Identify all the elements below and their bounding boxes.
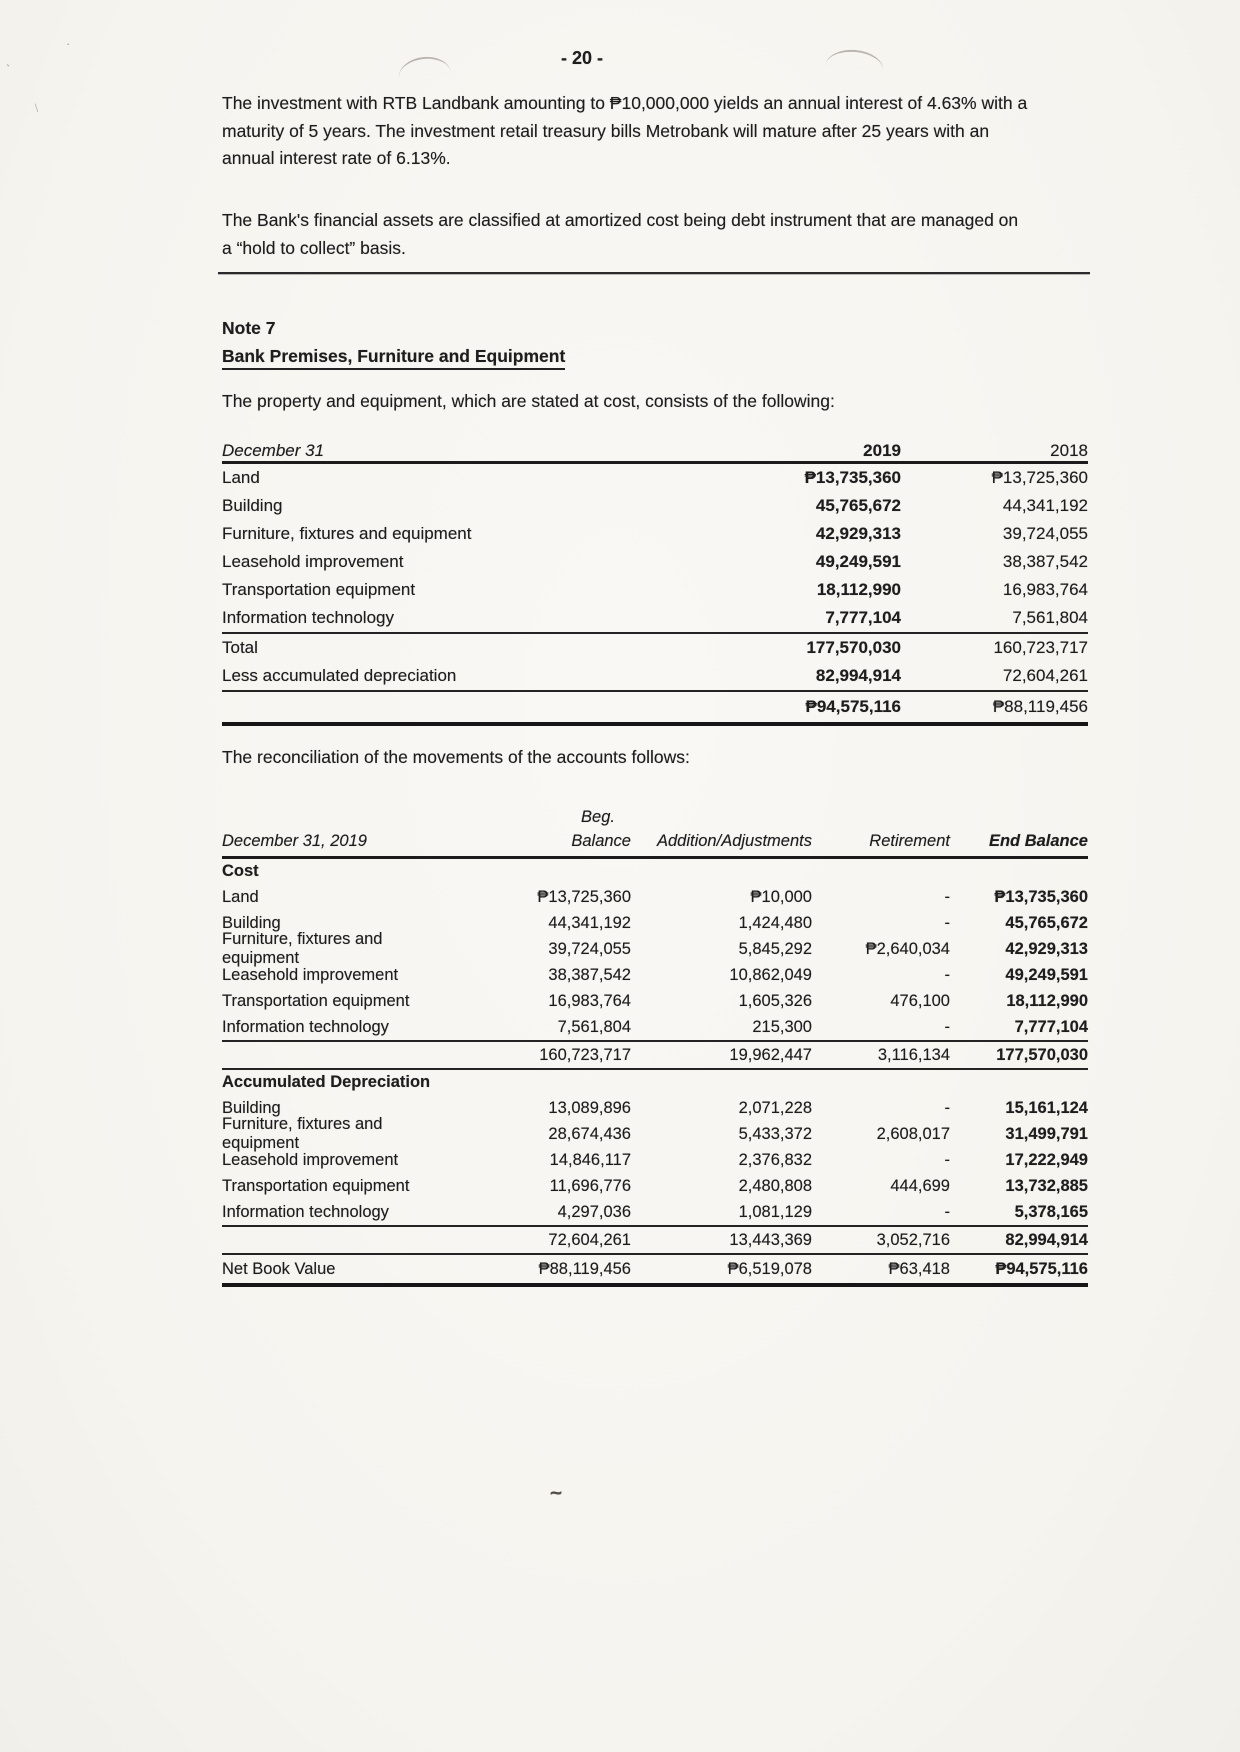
addition-value: 5,845,292 [738,939,812,958]
addition-value: 2,071,228 [738,1098,812,1117]
row-label: Information technology [222,1017,389,1036]
table-row [222,1147,1088,1173]
section-title-row [222,859,1088,884]
beg-value: ₱13,725,360 [537,887,631,906]
end-value: 18,112,990 [1006,991,1088,1010]
table-row [222,1115,1088,1152]
table-row [222,1199,1088,1225]
header-retirement [812,829,950,853]
row-label: Furniture, fixtures and equipment [222,930,383,967]
header-line: Balance [571,832,631,850]
retirement-value: - [944,965,950,984]
paragraph-line: The Bank's financial assets are classified at amortized cost being debt instrument that are managed on [222,210,1019,230]
table-row [222,1014,1088,1040]
addition-value: 13,443,369 [729,1230,812,1249]
value-2018: ₱88,119,456 [992,697,1088,716]
beg-value: ₱88,119,456 [538,1259,631,1278]
addition-value: 2,376,832 [738,1150,812,1169]
beg-value: 72,604,261 [548,1230,631,1249]
table-row [222,492,1088,520]
beg-value: 44,341,192 [548,913,631,932]
addition-value: ₱10,000 [750,887,812,906]
value-2018: 44,341,192 [1002,496,1088,515]
beg-value: 14,846,117 [549,1150,631,1169]
row-label: Net Book Value [222,1259,336,1278]
row-label: Land [222,468,260,487]
header-line: Beg. [581,808,615,826]
header-beginning-balance [464,805,631,853]
row-label: Building [222,496,283,515]
section-title-row [222,1070,1088,1095]
property-equipment-table [222,428,1088,726]
value-2019: 177,570,030 [806,638,901,657]
table-row [222,884,1088,910]
retirement-value: 2,608,017 [876,1124,950,1143]
addition-value: 5,433,372 [738,1124,812,1143]
paragraph-line: maturity of 5 years. The investment retail treasury bills Metrobank will mature after 25 years with an [222,120,990,141]
row-label: Total [222,638,258,657]
row-label: Land [222,887,259,906]
value-2019: ₱94,575,116 [805,697,901,716]
beg-value: 4,297,036 [557,1202,631,1221]
end-value: 13,732,885 [1005,1176,1088,1195]
table-row [222,604,1088,632]
paragraph-line: The property and equipment, which are stated at cost, consists of the following: [222,391,835,411]
table-row [222,1173,1088,1199]
header-additions [631,829,812,853]
scan-speck: · [66,36,71,51]
row-label: Transportation equipment [222,580,416,599]
value-2019: 7,777,104 [825,608,901,627]
addition-value: 19,962,447 [729,1045,812,1064]
retirement-value: 476,100 [890,991,950,1010]
header-label: December 31, 2019 [222,832,367,850]
note-number: Note 7 [222,318,276,338]
header-december-31-2019 [222,829,464,853]
beg-value: 13,089,896 [548,1098,631,1117]
addition-value: 1,424,480 [738,913,812,932]
value-2019: 49,249,591 [815,552,901,571]
header-line: Addition/Adjustments [656,832,812,850]
paragraph-line: a “hold to collect” basis. [222,237,406,258]
retirement-value: - [944,1150,950,1169]
header-2019: 2019 [863,441,901,460]
page-number: - 20 - [560,48,603,68]
row-label: Transportation equipment [222,1176,410,1195]
value-2018: 16,983,764 [1002,580,1088,599]
scan-squiggle-mark: ~ [549,1481,564,1506]
addition-value: 2,480,808 [738,1176,812,1195]
retirement-value: - [944,887,950,906]
end-value: 5,378,165 [1014,1202,1088,1221]
addition-value: ₱6,519,078 [727,1259,812,1278]
paragraph-line: The investment with RTB Landbank amounting to ₱10,000,000 yields an annual interest of 4.63% with a [222,93,1028,113]
addition-value: 10,862,049 [729,965,812,984]
row-label: Leasehold improvement [222,965,399,984]
end-value: 49,249,591 [1005,965,1088,984]
table-row [222,576,1088,604]
table-bottom-rule [222,722,1088,726]
table-row [222,962,1088,988]
paragraph-line: annual interest rate of 6.13%. [222,148,451,168]
row-label: Information technology [222,1202,389,1221]
end-value: 45,765,672 [1005,913,1088,932]
value-2018: 7,561,804 [1012,608,1088,627]
beg-value: 39,724,055 [548,939,631,958]
total-row [222,634,1088,662]
cost-table-lead [222,388,1054,416]
retirement-value: - [944,1202,950,1221]
row-label: Leasehold improvement [222,1150,399,1169]
header-2018: 2018 [1050,441,1088,460]
table-bottom-rule [222,1283,1088,1287]
value-2019: 82,994,914 [815,666,901,685]
header-line: End Balance [988,832,1088,850]
addition-value: 1,605,326 [738,991,812,1010]
row-label: Transportation equipment [222,991,410,1010]
header-line: Retirement [869,832,950,850]
cost-subtotal-row [222,1042,1088,1068]
value-2019: ₱13,735,360 [804,468,901,487]
net-book-value-row [222,1255,1088,1283]
row-label: Building [222,1098,281,1117]
value-2018: ₱13,725,360 [991,468,1088,487]
end-value: 177,570,030 [996,1045,1088,1064]
end-value: 42,929,313 [1005,939,1088,958]
section-title: Accumulated Depreciation [222,1073,431,1091]
retirement-value: 444,699 [890,1176,950,1195]
row-label: Furniture, fixtures and equipment [222,524,472,543]
table-row [222,930,1088,967]
row-label: Building [222,913,281,932]
retirement-value: - [944,1098,950,1117]
table-header-row [222,788,1088,859]
addition-value: 1,081,129 [738,1202,812,1221]
end-value: 17,222,949 [1005,1150,1088,1169]
scan-speck: ﹨ [30,99,44,114]
depreciation-subtotal-row [222,1227,1088,1253]
header-december-31: December 31 [222,441,325,460]
beg-value: 11,696,776 [549,1176,631,1195]
end-value: 31,499,791 [1005,1124,1088,1143]
end-value: 7,777,104 [1014,1017,1088,1036]
less-depreciation-row [222,662,1088,690]
row-label: Leasehold improvement [222,552,404,571]
retirement-value: 3,116,134 [877,1045,950,1064]
scan-speck: ` [6,62,11,77]
paragraph-investment [222,90,1054,173]
retirement-value: ₱2,640,034 [865,939,950,958]
table-row [222,464,1088,492]
table-row [222,988,1088,1014]
row-label: Furniture, fixtures and equipment [222,1115,383,1152]
retirement-value: ₱63,418 [888,1259,950,1278]
value-2018: 39,724,055 [1002,524,1088,543]
addition-value: 215,300 [752,1017,812,1036]
section-divider-rule [218,272,1090,274]
section-title: Cost [222,862,259,880]
value-2018: 72,604,261 [1002,666,1088,685]
note-title: Bank Premises, Furniture and Equipment [222,346,565,370]
beg-value: 38,387,542 [548,965,631,984]
end-value: 15,161,124 [1005,1098,1088,1117]
beg-value: 7,561,804 [557,1017,631,1036]
value-2019: 45,765,672 [815,496,901,515]
end-value: 82,994,914 [1005,1230,1088,1249]
reconciliation-table [222,788,1088,1287]
retirement-value: - [944,913,950,932]
row-label: Information technology [222,608,394,627]
reconciliation-lead [222,744,1054,772]
table-row [222,520,1088,548]
end-value: ₱94,575,116 [995,1259,1088,1278]
beg-value: 16,983,764 [548,991,631,1010]
value-2019: 42,929,313 [815,524,901,543]
row-label: Less accumulated depreciation [222,666,457,685]
paragraph-financial-assets [222,207,1054,262]
beg-value: 160,723,717 [539,1045,631,1064]
beg-value: 28,674,436 [548,1124,631,1143]
retirement-value: - [944,1017,950,1036]
value-2018: 38,387,542 [1002,552,1088,571]
value-2018: 160,723,717 [993,638,1088,657]
table-header-row [222,428,1088,464]
paragraph-line: The reconciliation of the movements of the accounts follows: [222,747,690,767]
value-2019: 18,112,990 [816,580,901,599]
table-row [222,548,1088,576]
end-value: ₱13,735,360 [994,887,1088,906]
header-end-balance [950,829,1088,853]
retirement-value: 3,052,716 [876,1230,950,1249]
net-value-row [222,692,1088,722]
